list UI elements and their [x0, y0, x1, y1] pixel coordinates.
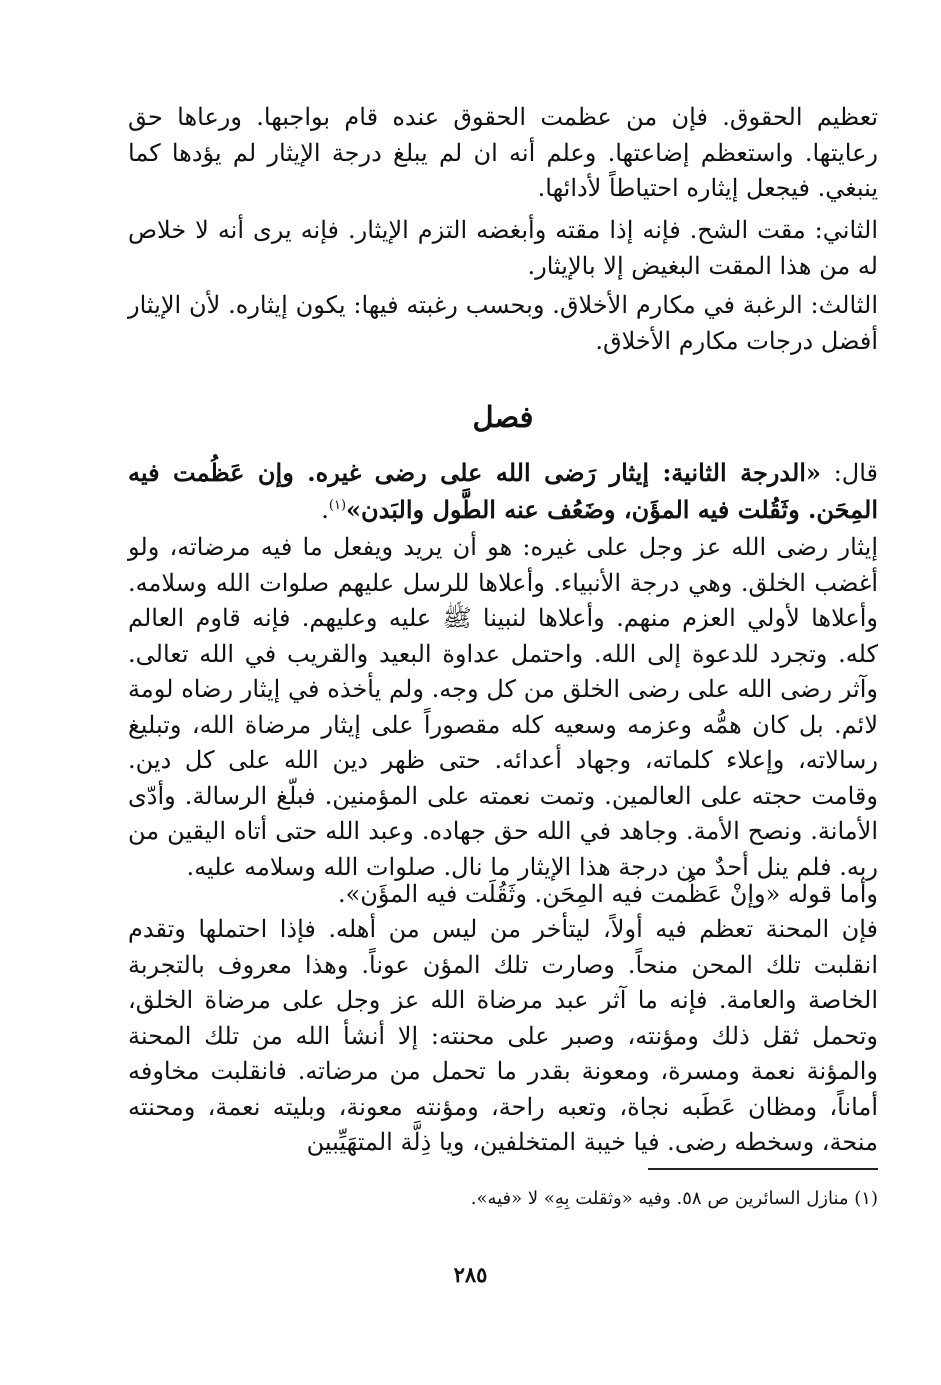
- page-number: ٢٨٥: [453, 1262, 488, 1287]
- footnote: (١) منازل السائرين ص ٥٨. وفيه «وثقلت بِهِ» لا «فيه».: [470, 1188, 878, 1209]
- paragraph-text: تعظيم الحقوق. فإن من عظمت الحقوق عنده قام بواجبها. ورعاها حق رعايتها. واستعظم إضاعتها. وعلم أنه ان لم يبلغ درجة الإيثار لم يؤدها كما ينبغي. فيجعل إيثاره احتياطاً لأدائها.: [128, 103, 878, 202]
- body-paragraph-1: [128, 100, 878, 207]
- footnote-reference: (١): [328, 497, 347, 513]
- section-heading: فصل: [472, 400, 534, 434]
- body-paragraph-3: [128, 288, 878, 359]
- body-paragraph-6: [128, 912, 878, 1161]
- paragraph-text: فإن المحنة تعظم فيه أولاً، ليتأخر من ليس من أهله. فإذا احتملها وتقدم انقلبت تلك المحن منحاً. وصارت تلك المؤن عوناً. وهذا معروف بالتجربة الخاصة والعامة. فإنه ما آثر عبد مرضاة الله عز وجل على مرضاة الخلق، وتحمل ثقل ذلك ومؤنته، وصبر على محنته: إلا أنشأ الله من تلك المحنة والمؤنة نعمة ومسرة، ومعونة بقدر ما تحمل من مرضاته. فانقلبت مخاوفه أماناً، ومظان عَطَبه نجاة، وتعبه راحة، ومؤنته معونة، وبليته نعمة، ومحنته منحة، وسخطه رضى. فيا خيبة المتخلفين، ويا ذِلَّة المتهَيِّبين: [128, 915, 878, 1156]
- body-paragraph-2: [128, 213, 878, 284]
- paragraph-text: الثالث: الرغبة في مكارم الأخلاق. وبحسب رغبته فيها: يكون إيثاره. لأن الإيثار أفضل درجات مكارم الأخلاق.: [128, 291, 878, 355]
- body-paragraph-4: [128, 530, 878, 885]
- paragraph-text: الثاني: مقت الشح. فإنه إذا مقته وأبغضه التزم الإيثار. فإنه يرى أنه لا خلاص له من هذا المقت البغيض إلا بالإيثار.: [128, 216, 878, 280]
- footnote-separator: [648, 1168, 878, 1170]
- paragraph-text: إيثار رضى الله عز وجل على غيره: هو أن يريد ويفعل ما فيه مرضاته، ولو أغضب الخلق. وهي درجة الأنبياء. وأعلاها للرسل عليهم صلوات الله وسلامه. وأعلاها لأولي العزم منهم. وأعلاها لنبينا ﷺ عليه وعليهم. فإنه قاوم العالم كله. وتجرد للدعوة إلى الله. واحتمل عداوة البعيد والقريب في الله تعالى. وآثر رضى الله على رضى الخلق من كل وجه. ولم يأخذه في إيثار رضاه لومة لائم. بل كان همُّه وعزمه وسعيه كله مقصوراً على إيثار مرضاة الله، وتبليغ رسالاته، وإعلاء كلماته، وجهاد أعدائه. حتى ظهر دين الله على كل دين. وقامت حجته على العالمين. وتمت نعمته على المؤمنين. فبلّغ الرسالة. وأدّى الأمانة. ونصح الأمة. وجاهد في الله حق جهاده. وعبد الله حتى أتاه اليقين من ربه. فلم ينل أحدٌ من درجة هذا الإيثار ما نال. صلوات الله وسلامه عليه.: [128, 533, 878, 881]
- body-paragraph-5: [128, 877, 878, 913]
- paragraph-text: وأما قوله «وإنْ عَظُمت فيه المِحَن. وثَقُلَت فيه المؤَن».: [337, 880, 878, 908]
- quote-text: «الدرجة الثانية: إيثار رَضى الله على رضى غيره. وإن عَظُمت فيه المِحَن. وثَقُلت فيه المؤَن، وضَعُف عنه الطَّول والبَدن»: [128, 458, 878, 524]
- quoted-passage: قال: «الدرجة الثانية: إيثار رَضى الله على رضى غيره. وإن عَظُمت فيه المِحَن. وثَقُلت فيه المؤَن، وضَعُف عنه الطَّول والبَدن»$^{(١)}$.: [128, 458, 879, 524]
- quote-intro: قال:: [820, 459, 879, 487]
